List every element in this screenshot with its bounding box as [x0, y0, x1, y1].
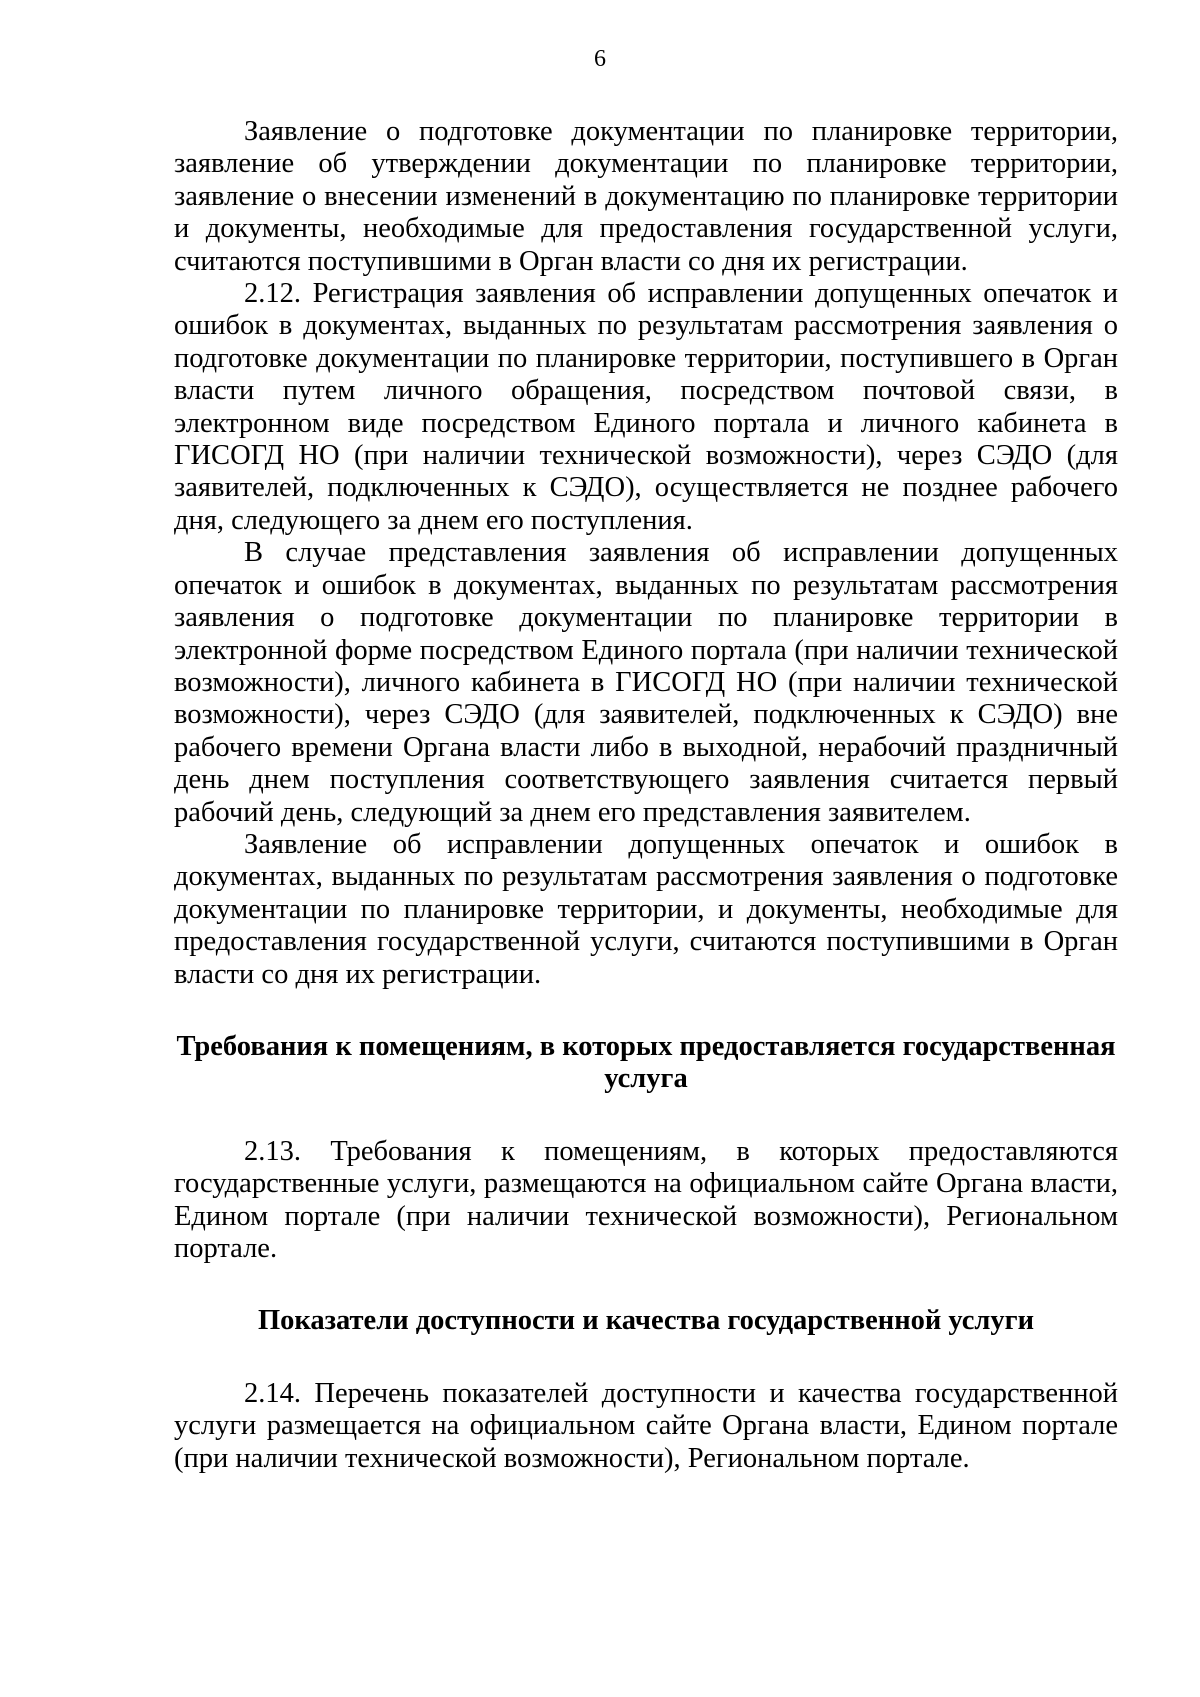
heading-quality-indicators: Показатели доступности и качества государственной услуги — [257, 1305, 1035, 1337]
paragraph-correction-registration: Заявление об исправлении допущенных опечаток и ошибок в документах, выданных по результатам рассмотрения заявления о подготовке документации по планировке территории, и документы, необходимые для предоставления государственной услуги, считаются поступившими в Орган власти со дня их регистрации. — [174, 828, 1118, 990]
paragraph-2-14: 2.14. Перечень показателей доступности и качества государственной услуги размещается на официальном сайте Органа власти, Едином портале (при наличии технической возможности), Региональном портале. — [174, 1377, 1118, 1474]
page-number: 6 — [594, 46, 606, 72]
paragraph-electronic-submission: В случае представления заявления об исправлении допущенных опечаток и ошибок в документах, выданных по результатам рассмотрения заявления о подготовке документации по планировке территории в электронной форме посредством Единого портала (при наличии технической возможности), личного кабинета в ГИСОГД НО (при наличии технической возможности), через СЭДО (для заявителей, подключенных к СЭДО) вне рабочего времени Органа власти либо в выходной, нерабочий праздничный день днем поступления соответствующего заявления считается первый рабочий день, следующий за днем его представления заявителем. — [174, 537, 1118, 828]
paragraph-2-12: 2.12. Регистрация заявления об исправлении допущенных опечаток и ошибок в документах, выданных по результатам рассмотрения заявления о подготовке документации по планировке территории, поступившего в Орган власти путем личного обращения, посредством почтовой связи, в электронном виде посредством Единого портала и личного кабинета в ГИСОГД НО (при наличии технической возможности), через СЭДО (для заявителей, подключенных к СЭДО), осуществляется не позднее рабочего дня, следующего за днем его поступления. — [174, 278, 1118, 536]
document-body — [174, 116, 1118, 1475]
paragraph-registration-date: Заявление о подготовке документации по планировке территории, заявление об утверждении документации по планировке территории, заявление о внесении изменений в документацию по планировке территории и документы, необходимые для предоставления государственной услуги, считаются поступившими в Орган власти со дня их регистрации. — [174, 116, 1118, 277]
paragraph-2-13: 2.13. Требования к помещениям, в которых предоставляются государственные услуги, размещаются на официальном сайте Органа власти, Едином портале (при наличии технической возможности), Региональном портале. — [174, 1135, 1118, 1264]
heading-premises-requirements: Требования к помещениям, в которых предоставляется государственная услуга — [176, 1030, 1116, 1095]
